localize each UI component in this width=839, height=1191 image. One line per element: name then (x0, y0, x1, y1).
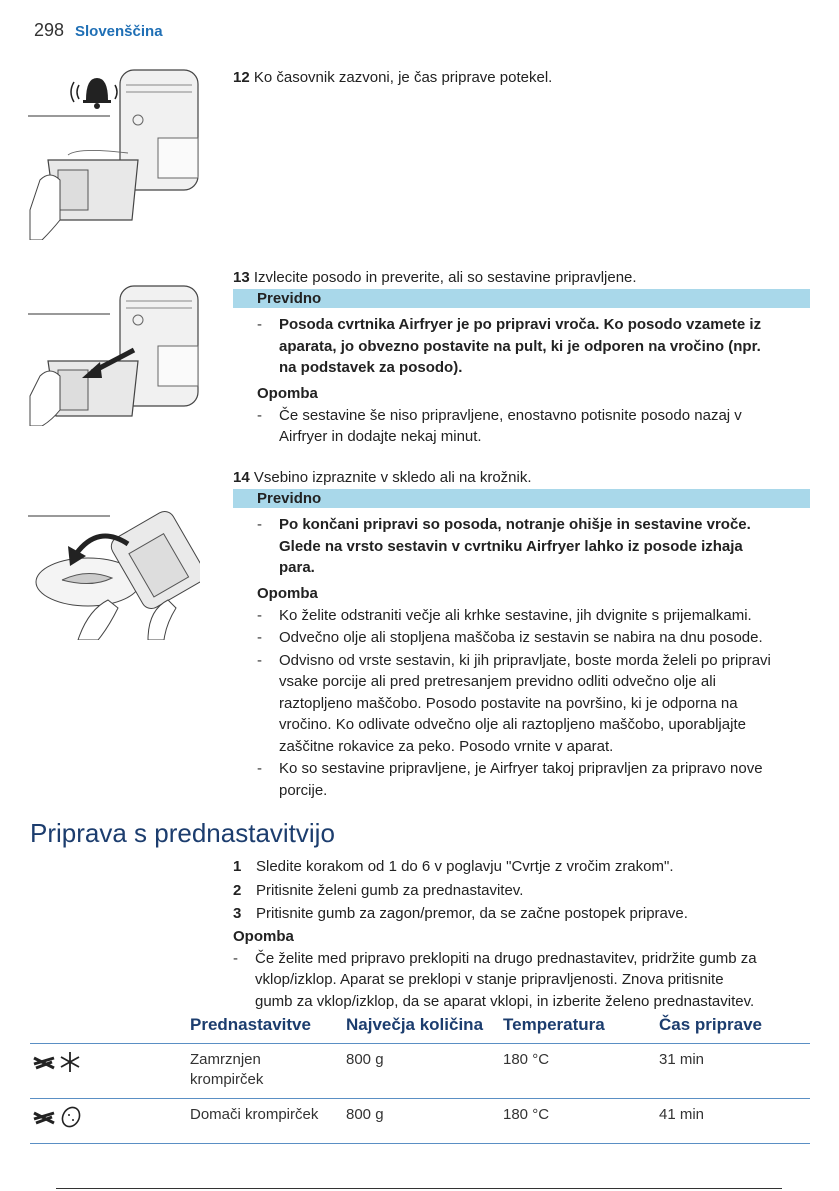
preset-name: Domači krompirček (190, 1099, 346, 1144)
preset-steps (233, 855, 810, 1012)
illustration-pull-basket (28, 276, 200, 426)
note-line: Ko želite odstraniti večje ali krhke sestavine, jih dvignite s prijemalkami. (279, 606, 752, 624)
note-line: Odvečno olje ali stopljena maščoba iz sestavin se nabira na dnu posode. (279, 629, 763, 646)
note-item: - Če sestavine še niso pripravljene, enostavno potisnite posodo nazaj v Airfryer in dodajte nekaj minut. (257, 405, 810, 448)
caution-band: Previdno (233, 489, 810, 508)
note-line: gumb za vklop/izklop, da se aparat vklopi, in izberite želeno prednastavitev. (255, 992, 755, 1010)
amount-cell: 800 g (346, 1044, 503, 1099)
note-line: Odvisno od vrste sestavin, ki jih pripravljate, boste morda želeli po pripravi (279, 651, 771, 669)
footer-divider (56, 1188, 782, 1189)
temperature-cell: 180 °C (503, 1099, 659, 1144)
step-text: Izvlecite posodo in preverite, ali so sestavine pripravljene. (253, 269, 637, 286)
table-row (30, 1044, 810, 1099)
note-line: Če želite med pripravo preklopiti na drugo prednastavitev, pridržite gumb za (255, 949, 757, 967)
note-line: Airfryer in dodajte nekaj minut. (279, 428, 482, 445)
caution-line: na podstavek za posodo). (279, 359, 463, 376)
note-line: vklop/izklop. Aparat se preklopi v stanje pripravljenosti. Znova pritisnite (255, 971, 724, 988)
column-header: Največja količina (346, 1008, 503, 1044)
step-14 (233, 467, 810, 801)
step-text: Sledite korakom od 1 do 6 v poglavju "Cvrtje z vročim zrakom". (256, 858, 674, 875)
caution-band: Previdno (233, 289, 810, 308)
homemade-fries-icon (30, 1105, 86, 1129)
temperature-cell: 180 °C (503, 1044, 659, 1099)
note-item: - Odvečno olje ali stopljena maščoba iz sestavin se nabira na dnu posode. (257, 627, 810, 649)
column-header: Prednastavitve (190, 1008, 346, 1044)
step-number: 12 (233, 69, 250, 86)
caution-line: Po končani pripravi so posoda, notranje ohišje in sestavine vroče. (279, 516, 751, 533)
caution-item: - Po končani pripravi so posoda, notranje ohišje in sestavine vroče. Glede na vrsto sestavin v cvrtniku Airfryer lahko iz posode izhaja para. (257, 514, 810, 579)
caution-line: Posoda cvrtnika Airfryer je po pripravi vroča. Ko posodo vzamete iz (279, 316, 762, 333)
section-title: Priprava s prednastavitvijo (30, 818, 335, 848)
list-item (233, 855, 810, 879)
step-text: Pritisnite želeni gumb za prednastavitev. (256, 881, 524, 899)
table-header-row (30, 1008, 810, 1044)
step-number: 13 (233, 269, 250, 286)
list-item (233, 879, 810, 903)
note-line: vročino. Ko odlivate odvečno olje ali raztopljeno maščobo, uporabljajte (279, 716, 746, 733)
caution-line: Glede na vrsto sestavin v cvrtniku Airfryer lahko iz posode izhaja (279, 537, 743, 555)
note-label: Opomba (257, 384, 318, 402)
frozen-fries-icon (30, 1050, 86, 1074)
note-line: raztopljeno maščobo. Posodo postavite na površino, ki je odporna na (279, 694, 738, 712)
time-cell: 31 min (659, 1044, 810, 1099)
preset-name: krompirček (190, 1071, 264, 1088)
step-12 (233, 67, 552, 89)
step-number: 2 (233, 881, 242, 899)
step-text: Pritisnite gumb za zagon/premor, da se začne postopek priprave. (256, 905, 688, 922)
note-label: Opomba (233, 927, 294, 945)
step-text: Vsebino izpraznite v skledo ali na krožnik. (253, 469, 532, 486)
note-line: porcije. (279, 781, 328, 799)
step-number: 1 (233, 858, 242, 875)
note-label: Opomba (257, 584, 318, 602)
step-text: Ko časovnik zazvoni, je čas priprave potekel. (253, 69, 553, 86)
note-item: - Če želite med pripravo preklopiti na drugo prednastavitev, pridržite gumb za vklop/izklop. Aparat se preklopi v stanje pripravljenosti. Znova pritisnite gumb za vklop/izklop, da se aparat vklopi, in izberite želeno prednastavitev. (233, 948, 810, 1013)
note-item: - Odvisno od vrste sestavin, ki jih pripravljate, boste morda želeli po pripravi vsake porcije ali pred pretresanjem previdno odliti odvečno olje ali raztopljeno maščobo. Posodo postavite na površino, ki je odporna na vročino. Ko odlivate odvečno olje ali raztopljeno maščobo, uporabljajte zaščitne rokavice za peko. Posodo vrnite v aparat. (257, 650, 810, 758)
step-number: 3 (233, 905, 242, 922)
caution-line: para. (279, 559, 315, 576)
bell-icon (71, 78, 123, 109)
note-line: Ko so sestavine pripravljene, je Airfryer takoj pripravljen za pripravo nove (279, 760, 763, 777)
column-header: Temperatura (503, 1008, 659, 1044)
illustration-empty-basket (28, 500, 200, 640)
list-item (233, 902, 810, 926)
page-number: 298 (34, 20, 65, 40)
step-number: 14 (233, 469, 250, 486)
time-cell: 41 min (659, 1099, 810, 1144)
illustration-timer-ring (28, 60, 200, 240)
note-line: vsake porcije ali pred pretresanjem previdno odliti odvečno olje ali (279, 673, 716, 690)
caution-line: aparata, jo obvezno postavite na pult, ki je odporen na vročino (npr. (279, 337, 761, 355)
column-header: Čas priprave (659, 1008, 810, 1044)
language-label: Slovenščina (75, 23, 163, 40)
amount-cell: 800 g (346, 1099, 503, 1144)
note-line: zaščitne rokavice za peko. Posodo vrnite v aparat. (279, 737, 614, 755)
caution-item: - Posoda cvrtnika Airfryer je po pripravi vroča. Ko posodo vzamete iz aparata, jo obvezno postavite na pult, ki je odporen na vročino (npr. na podstavek za posodo). (257, 314, 810, 379)
table-row (30, 1099, 810, 1144)
preset-name: Zamrznjen (190, 1051, 261, 1068)
step-13 (233, 267, 810, 448)
note-line: Če sestavine še niso pripravljene, enostavno potisnite posodo nazaj v (279, 406, 742, 424)
preset-table (30, 1008, 810, 1144)
note-item: - Ko so sestavine pripravljene, je Airfryer takoj pripravljen za pripravo nove porcije. (257, 758, 810, 801)
note-item: - Ko želite odstraniti večje ali krhke sestavine, jih dvignite s prijemalkami. (257, 605, 810, 627)
